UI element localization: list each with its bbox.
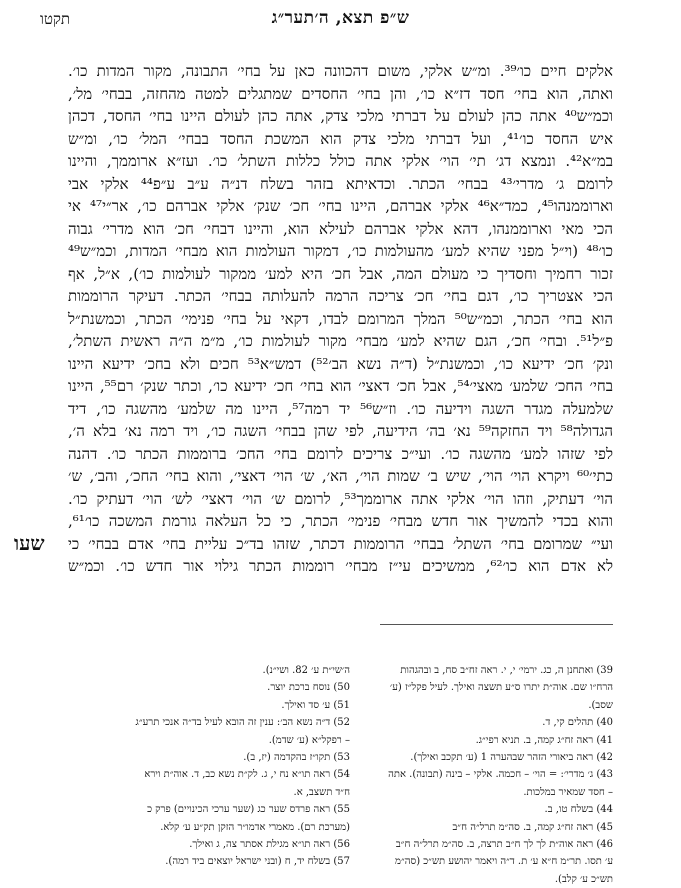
text-line: ואתה, הוא בחי׳ חסד דז״א כו׳, והן בחי׳ החסדים שמתגלים למטה מהחזה, בבחי׳ מל׳, [68, 84, 613, 103]
footnote: ע׳ תסו. תר״מ ח״א ע׳ ת. ד״ה ויאמר יהושע תש״כ (סה״מ [395, 856, 613, 868]
footnote: (מערכת רם). מאמרי אדמו״ר הזקן תק״ע ע׳ קלא. [160, 821, 350, 833]
footnote: 51) ע׳ סד ואילך. [281, 699, 350, 711]
text-line: לא אדם הוא כו׳⁶², ממשיכים עי״ז מבחי׳ רוממות הכתר גילוי אור חדש כו׳. וכמ״ש [68, 557, 613, 575]
footnote: 41) ראה זח״ג קמה, ב. תניא רפי״ג. [475, 734, 613, 746]
footnote: ה׳שי״ת ע׳ 82. ושי״נ). [262, 665, 350, 676]
running-title: ש״פ תצא, ה׳תער״ג [271, 8, 410, 28]
footnote: ח״ד תשצב, א. [293, 786, 350, 798]
footnote: 53) תקו״ז בהקדמה (יז, ב). [243, 752, 350, 764]
margin-page-marker: שעו [14, 531, 45, 555]
footnotes-column-right [370, 662, 613, 888]
text-line: כתי׳⁶⁰ ויקרא הוי׳ הוי׳, שיש ב׳ שמות הוי׳, הא׳, ש׳ הוי׳ דאצי׳, והוא בחי׳ החכ׳, והב׳, ש׳ [68, 467, 613, 485]
footnote: 43) ג׳ מדרי׳: = הוי׳ – חכמה. אלקי – בינה (תבונה). אתה [388, 769, 613, 781]
text-line: פ״ל⁵¹. ובחי׳ חכ׳, הגם שהיא למע׳ מבחי׳ מקור לעולמות כו׳, מ״מ ה״ה ראשית השתל׳, [68, 332, 613, 350]
footnote: 56) ראה תו״א מגילת אסתר צה, ג ואילך. [189, 839, 350, 851]
text-line: זכור רחמיך וחסדיך כי מעולם המה, אבל חכ׳ היא למע׳ ממקור לעולמות כו׳), א״ל, אף [68, 264, 613, 283]
text-line: בחי׳ החכ׳ שלמע׳ מאצי׳⁵⁴, אבל חכ׳ דאצי׳ הוא בחי׳ חכ׳ ידיעא כו׳, וכתר שנק׳ רם⁵⁵, היינו [68, 377, 613, 395]
footnote: 52) ד״ה נשא הב׳: ענין זה הובא לעיל בד״ה אנכי תרע״ג [135, 717, 350, 729]
footnote: 57) בשלח יד, ח (ובני ישראל יוצאים ביד רמה). [165, 856, 350, 868]
text-line: הוא בחי׳ הכתר, וכמ״ש⁵⁰ המלך המרומם לבדו, דקאי על בחי׳ פנימי׳ הכתר, וכמשנת״ל [68, 309, 613, 328]
footnote: שסב). [588, 699, 613, 711]
text-line: הגדולה⁵⁸ ויד החזקה⁵⁹ נא׳ בה׳ הידיעה, לפי שהן בבחי׳ השגה כו׳, ויד רמה נא׳ בלא ה׳, [68, 422, 613, 440]
footnote: 54) ראה תו״א נח י, ג. לק״ת נשא כב, ד. אוה״ת וירא [144, 769, 350, 781]
text-line: במ״א⁴². ונמצא דג׳ תי׳ הוי׳ אלקי אתה כולל כללות השתל׳ כו׳. ועז״א ארוממך, והיינו [68, 152, 613, 170]
text-line: הכי אצטריך כו׳, דגם בחי׳ חכ׳ צריכה הרמה להעלותה בבחי׳ הכתר. דעיקר הרוממות [68, 287, 613, 305]
text-line: וארוממנהו⁴⁵, כמד״א⁴⁶ אלקי אברהם, היינו בחי׳ חכ׳ שנק׳ אלקי אברהם כו׳, אר״י⁴⁷ אי [68, 197, 614, 215]
text-line: והוא בכדי להמשיך אור חדש מבחי׳ פנימי׳ הכתר, כי כל העלאה גורמת המשכה כו׳⁶¹, [68, 512, 613, 530]
running-header [40, 8, 641, 34]
footnote: 55) ראה פרדס שער כג (שער ערכי הכינויים) פרק כ [147, 804, 350, 816]
text-line: הכי מאי וארוממנהו, דהא אלקי אברהם לעילא הוא, והיינו דבחי׳ חכ׳ הוא מדרי׳ גבוה [68, 219, 613, 238]
footnote: 42) ראה ביאורי הזהר שבהערה 1 (ע׳ תקכב ואילך). [410, 752, 613, 764]
footnote: 50) נוסח ברכת יוצר. [267, 682, 350, 694]
footnote: 40) תהלים קי, ד. [542, 717, 613, 729]
footnote: 39) ואתחנן ה, כג. ירמי׳ י, י. ראה זח״ב סח, ב ובהגהות [400, 665, 613, 676]
footnote: 46) ראה אוה״ת לך לך ח״ב תרצה, ב. סה״מ תרל״ה ח״ב [395, 839, 613, 851]
text-line: לרומם ג׳ מדרי׳⁴³ בבחי׳ הכתר. וכדאיתא בזהר בשלח דנ״ה ע״ב ע״פ⁴⁴ אלקי אבי [68, 174, 613, 193]
main-text [68, 60, 613, 578]
footnotes-column-left [135, 662, 350, 871]
page-number: תקטו [40, 10, 71, 28]
footnote: תש״כ ע׳ קלב). [554, 873, 613, 885]
footnote: הרח״ו שם. אוה״ת יתרו ס״ע תשצה ואילך. לעיל פקל״ז (ע׳ [389, 682, 613, 694]
footnote: 45) ראה זח״ג קמה, ב. סה״מ תרל״ה ח״ב [452, 821, 613, 833]
text-line: ונק׳ חכ׳ ידיעא כו׳, וכמשנת״ל (ד״ה נשא הב׳⁵²) דמש״א⁵³ חכים ולא בחכ׳ ידיעא היינו [68, 354, 613, 373]
text-line: כו׳⁴⁸ (וי״ל מפני שהיא למע׳ מהעולמות כו׳, דמקור העולמות הוא מבחי׳ המדות, וכמ״ש⁴⁹ [68, 242, 613, 260]
footnote: – רפקל״א (ע׳ שדמ). [268, 734, 350, 746]
footnote: – חסד שמאיר במלכות. [523, 786, 613, 798]
text-line: הוי׳ דעתיק, וזהו הוי׳ אלקי אתה ארוממך⁵³, לרומם ש׳ הוי׳ דאצי׳ לש׳ הוי׳ דעתיק כו׳. [68, 489, 613, 508]
text-line: ועי״ שמרומם בחי׳ השתל׳ בבחי׳ הרוממות דכתר, שזהו בד״כ עליית בחי׳ אדם בבחי׳ כי [68, 534, 613, 553]
text-line: שלמעלה מגדר השגה וידיעה כו׳. וז״ש⁵⁶ יד רמה⁵⁷, היינו מה שלמע׳ מהשגה כו׳, דיד [68, 399, 613, 418]
text-line: לפי שזהו למע׳ מהשגה כו׳. ועי״כ צריכים לרומם בחי׳ החכ׳ ברוממות הכתר כו׳. דהנה [68, 444, 613, 463]
text-line: איש החסד כו׳⁴¹, ועל דברתי מלכי צדק הוא המשכת החסד בבחי׳ המל׳ כו׳, ומ״ש [68, 129, 613, 148]
footnote: 44) בשלח טו, ב. [544, 804, 613, 816]
text-line: אלקים חיים כו׳³⁹. ומ״ש אלקי, משום דהכוונה כאן על בחי׳ התבונה, מקור המדות כו׳. [68, 62, 613, 80]
footnote-divider [380, 624, 613, 625]
text-line: וכמ״ש⁴⁰ אתה כהן לעולם על דברתי מלכי צדק, אתה כהן לעולם היינו בחי׳ החסד, דכהן [68, 107, 613, 125]
